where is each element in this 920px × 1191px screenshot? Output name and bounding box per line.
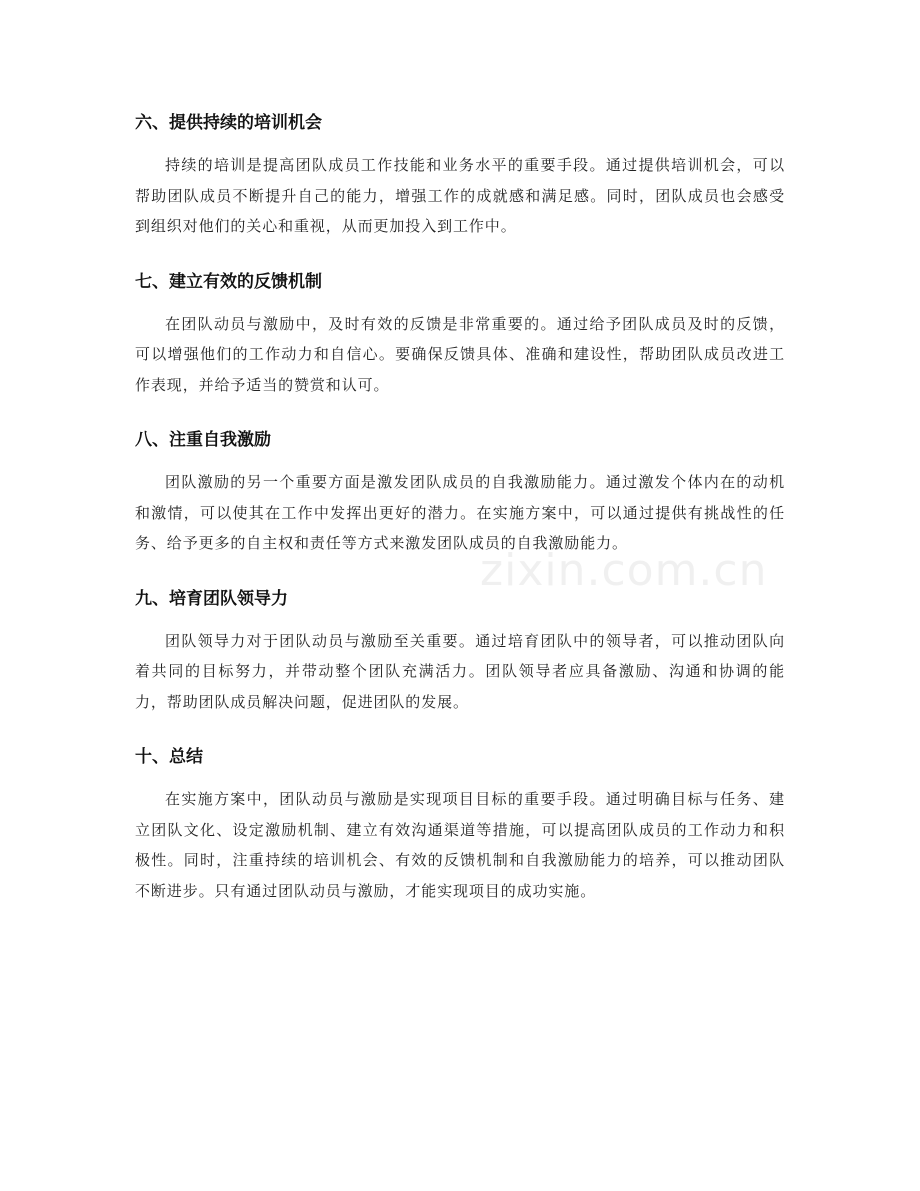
section-heading: 八、注重自我激励 [135,430,271,450]
section-self-motivation [135,422,785,559]
section-feedback [135,264,785,401]
document-content [135,105,785,928]
section-paragraph: 持续的培训是提高团队成员工作技能和业务水平的重要手段。通过提供培训机会，可以帮助团队成员不断提升自己的能力，增强工作的成就感和满足感。同时，团队成员也会感受到组织对他们的关心和重视，从而更加投入到工作中。 [135,156,785,235]
section-paragraph: 团队领导力对于团队动员与激励至关重要。通过培育团队中的领导者，可以推动团队向着共同的目标努力，并带动整个团队充满活力。团队领导者应具备激励、沟通和协调的能力，帮助团队成员解决问题，促进团队的发展。 [135,631,785,711]
section-heading: 十、总结 [135,747,203,767]
section-paragraph: 在团队动员与激励中，及时有效的反馈是非常重要的。通过给予团队成员及时的反馈，可以增强他们的工作动力和自信心。要确保反馈具体、准确和建设性，帮助团队成员改进工作表现，并给予适当的赞赏和认可。 [135,314,785,394]
section-summary [135,739,785,906]
watermark: zixin.com.cn [480,545,768,596]
section-training [135,105,785,242]
section-paragraph: 在实施方案中，团队动员与激励是实现项目目标的重要手段。通过明确目标与任务、建立团队文化、设定激励机制、建立有效沟通渠道等措施，可以提高团队成员的工作动力和积极性。同时，注重持续的培训机会、有效的反馈机制和自我激励能力的培养，可以推动团队不断进步。只有通过团队动员与激励，才能实现项目的成功实施。 [135,790,785,900]
section-heading: 七、建立有效的反馈机制 [135,271,322,292]
section-heading: 六、提供持续的培训机会 [135,113,322,133]
section-heading: 九、培育团队领导力 [135,588,288,609]
section-paragraph: 团队激励的另一个重要方面是激发团队成员的自我激励能力。通过激发个体内在的动机和激情，可以使其在工作中发挥出更好的潜力。在实施方案中，可以通过提供有挑战性的任务、给予更多的自主权和责任等方式来激发团队成员的自我激励能力。 [135,473,785,552]
section-leadership [135,581,785,718]
